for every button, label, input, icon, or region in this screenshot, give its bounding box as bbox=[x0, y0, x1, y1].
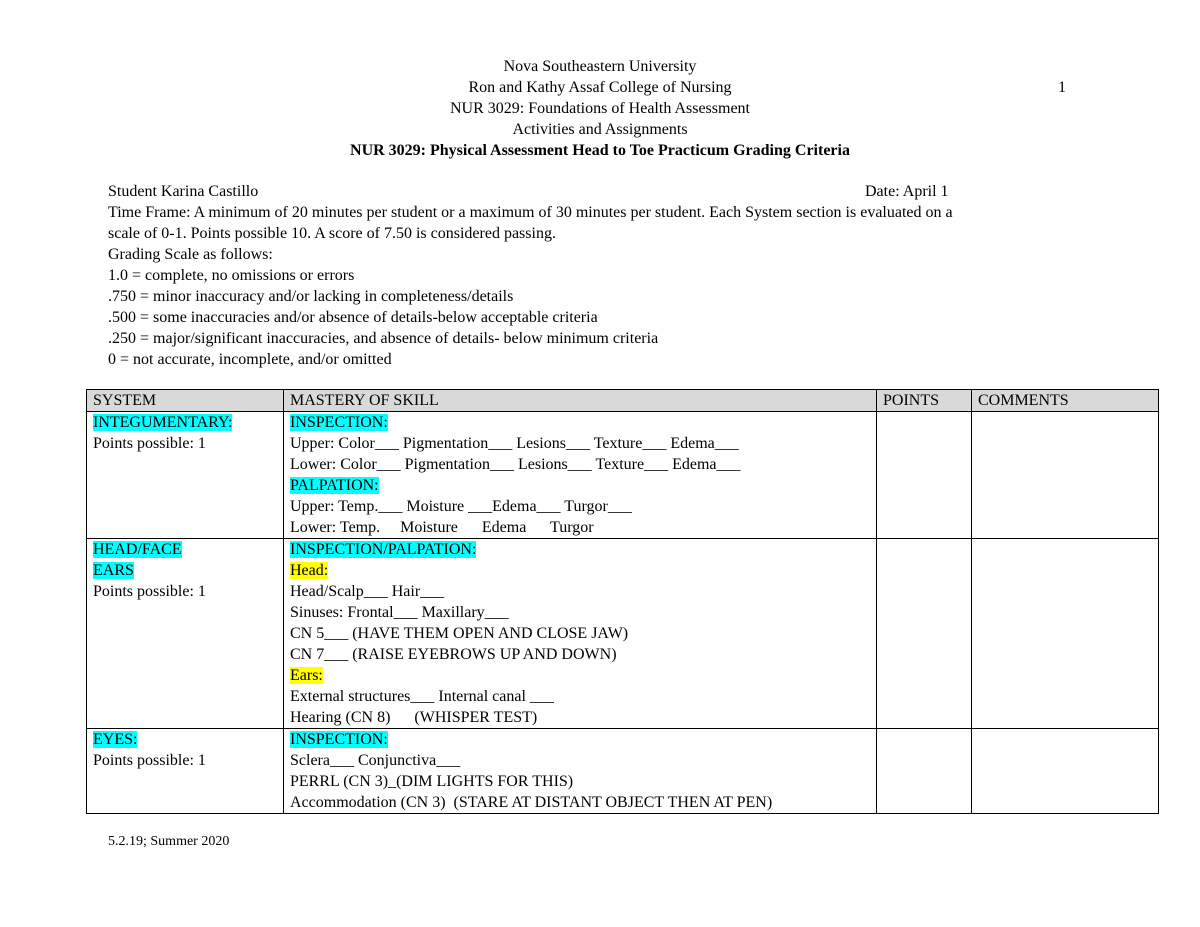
time-frame-line-1: Time Frame: A minimum of 20 minutes per student or a maximum of 30 minutes per student. Each System section is evaluated on a bbox=[108, 204, 953, 221]
inspection-label: INSPECTION: bbox=[290, 731, 388, 748]
document-title: NUR 3029: Physical Assessment Head to Toe Practicum Grading Criteria bbox=[350, 142, 850, 159]
ears-label: Ears: bbox=[290, 667, 323, 684]
skill-item: Upper: Color___ Pigmentation___ Lesions___ Texture___ Edema___ bbox=[290, 435, 739, 452]
document-header bbox=[0, 56, 1200, 161]
comments-cell[interactable] bbox=[972, 412, 1159, 539]
comments-cell[interactable] bbox=[972, 539, 1159, 729]
system-label: HEAD/FACE bbox=[93, 541, 182, 558]
grading-scale-item: 0 = not accurate, incomplete, and/or omitted bbox=[108, 351, 392, 368]
grading-scale-item: .250 = major/significant inaccuracies, and absence of details- below minimum criteria bbox=[108, 330, 659, 347]
table-row-integumentary bbox=[87, 412, 1159, 539]
university-name: Nova Southeastern University bbox=[503, 58, 697, 75]
skill-item: Head/Scalp___ Hair___ bbox=[290, 583, 445, 600]
skill-item: Upper: Temp.___ Moisture ___Edema___ Turgor___ bbox=[290, 498, 632, 515]
grading-table bbox=[86, 389, 1159, 814]
skill-item: Sinuses: Frontal___ Maxillary___ bbox=[290, 604, 509, 621]
student-name: Student Karina Castillo bbox=[108, 183, 259, 200]
grading-scale-item: .500 = some inaccuracies and/or absence of details-below acceptable criteria bbox=[108, 309, 598, 326]
skill-cell bbox=[284, 539, 877, 729]
palpation-label: PALPATION: bbox=[290, 477, 379, 494]
system-cell bbox=[87, 729, 284, 814]
skill-item: Sclera___ Conjunctiva___ bbox=[290, 752, 461, 769]
inspection-label: INSPECTION: bbox=[290, 414, 388, 431]
student-info bbox=[108, 181, 1088, 370]
comments-cell[interactable] bbox=[972, 729, 1159, 814]
points-possible: Points possible: 1 bbox=[93, 583, 206, 600]
system-label: EARS bbox=[93, 562, 134, 579]
skill-item: Hearing (CN 8) (WHISPER TEST) bbox=[290, 709, 538, 726]
page-number: 1 bbox=[1058, 79, 1066, 96]
system-label: INTEGUMENTARY: bbox=[93, 414, 233, 431]
header-system: SYSTEM bbox=[87, 390, 284, 412]
points-possible: Points possible: 1 bbox=[93, 752, 206, 769]
time-frame-line-2: scale of 0-1. Points possible 10. A score of 7.50 is considered passing. bbox=[108, 225, 556, 242]
points-cell[interactable] bbox=[877, 539, 972, 729]
skill-item: PERRL (CN 3)_(DIM LIGHTS FOR THIS) bbox=[290, 773, 574, 790]
skill-cell bbox=[284, 412, 877, 539]
document-footer: 5.2.19; Summer 2020 bbox=[108, 834, 230, 849]
grading-scale-item: 1.0 = complete, no omissions or errors bbox=[108, 267, 355, 284]
section-name: Activities and Assignments bbox=[512, 121, 688, 138]
skill-item: CN 5___ (HAVE THEM OPEN AND CLOSE JAW) bbox=[290, 625, 629, 642]
table-header-row bbox=[87, 390, 1159, 412]
grading-scale-item: .750 = minor inaccuracy and/or lacking in completeness/details bbox=[108, 288, 514, 305]
points-possible: Points possible: 1 bbox=[93, 435, 206, 452]
points-cell[interactable] bbox=[877, 729, 972, 814]
skill-item: Lower: Color___ Pigmentation___ Lesions___ Texture___ Edema___ bbox=[290, 456, 741, 473]
system-cell bbox=[87, 412, 284, 539]
grading-scale-title: Grading Scale as follows: bbox=[108, 246, 273, 263]
head-label: Head: bbox=[290, 562, 329, 579]
header-points: POINTS bbox=[877, 390, 972, 412]
points-cell[interactable] bbox=[877, 412, 972, 539]
skill-item: Accommodation (CN 3) (STARE AT DISTANT OBJECT THEN AT PEN) bbox=[290, 794, 773, 811]
course-name: NUR 3029: Foundations of Health Assessment bbox=[450, 100, 750, 117]
skill-item: Lower: Temp. Moisture Edema Turgor bbox=[290, 519, 594, 536]
table-row-eyes bbox=[87, 729, 1159, 814]
system-label: EYES: bbox=[93, 731, 138, 748]
skill-item: CN 7___ (RAISE EYEBROWS UP AND DOWN) bbox=[290, 646, 617, 663]
assessment-date: Date: April 1 bbox=[865, 183, 949, 200]
system-cell bbox=[87, 539, 284, 729]
table-row-head-face bbox=[87, 539, 1159, 729]
skill-cell bbox=[284, 729, 877, 814]
skill-item: External structures___ Internal canal ___ bbox=[290, 688, 554, 705]
header-comments: COMMENTS bbox=[972, 390, 1159, 412]
header-mastery-of-skill: MASTERY OF SKILL bbox=[284, 390, 877, 412]
inspection-palpation-label: INSPECTION/PALPATION: bbox=[290, 541, 477, 558]
college-name: Ron and Kathy Assaf College of Nursing bbox=[468, 79, 732, 96]
